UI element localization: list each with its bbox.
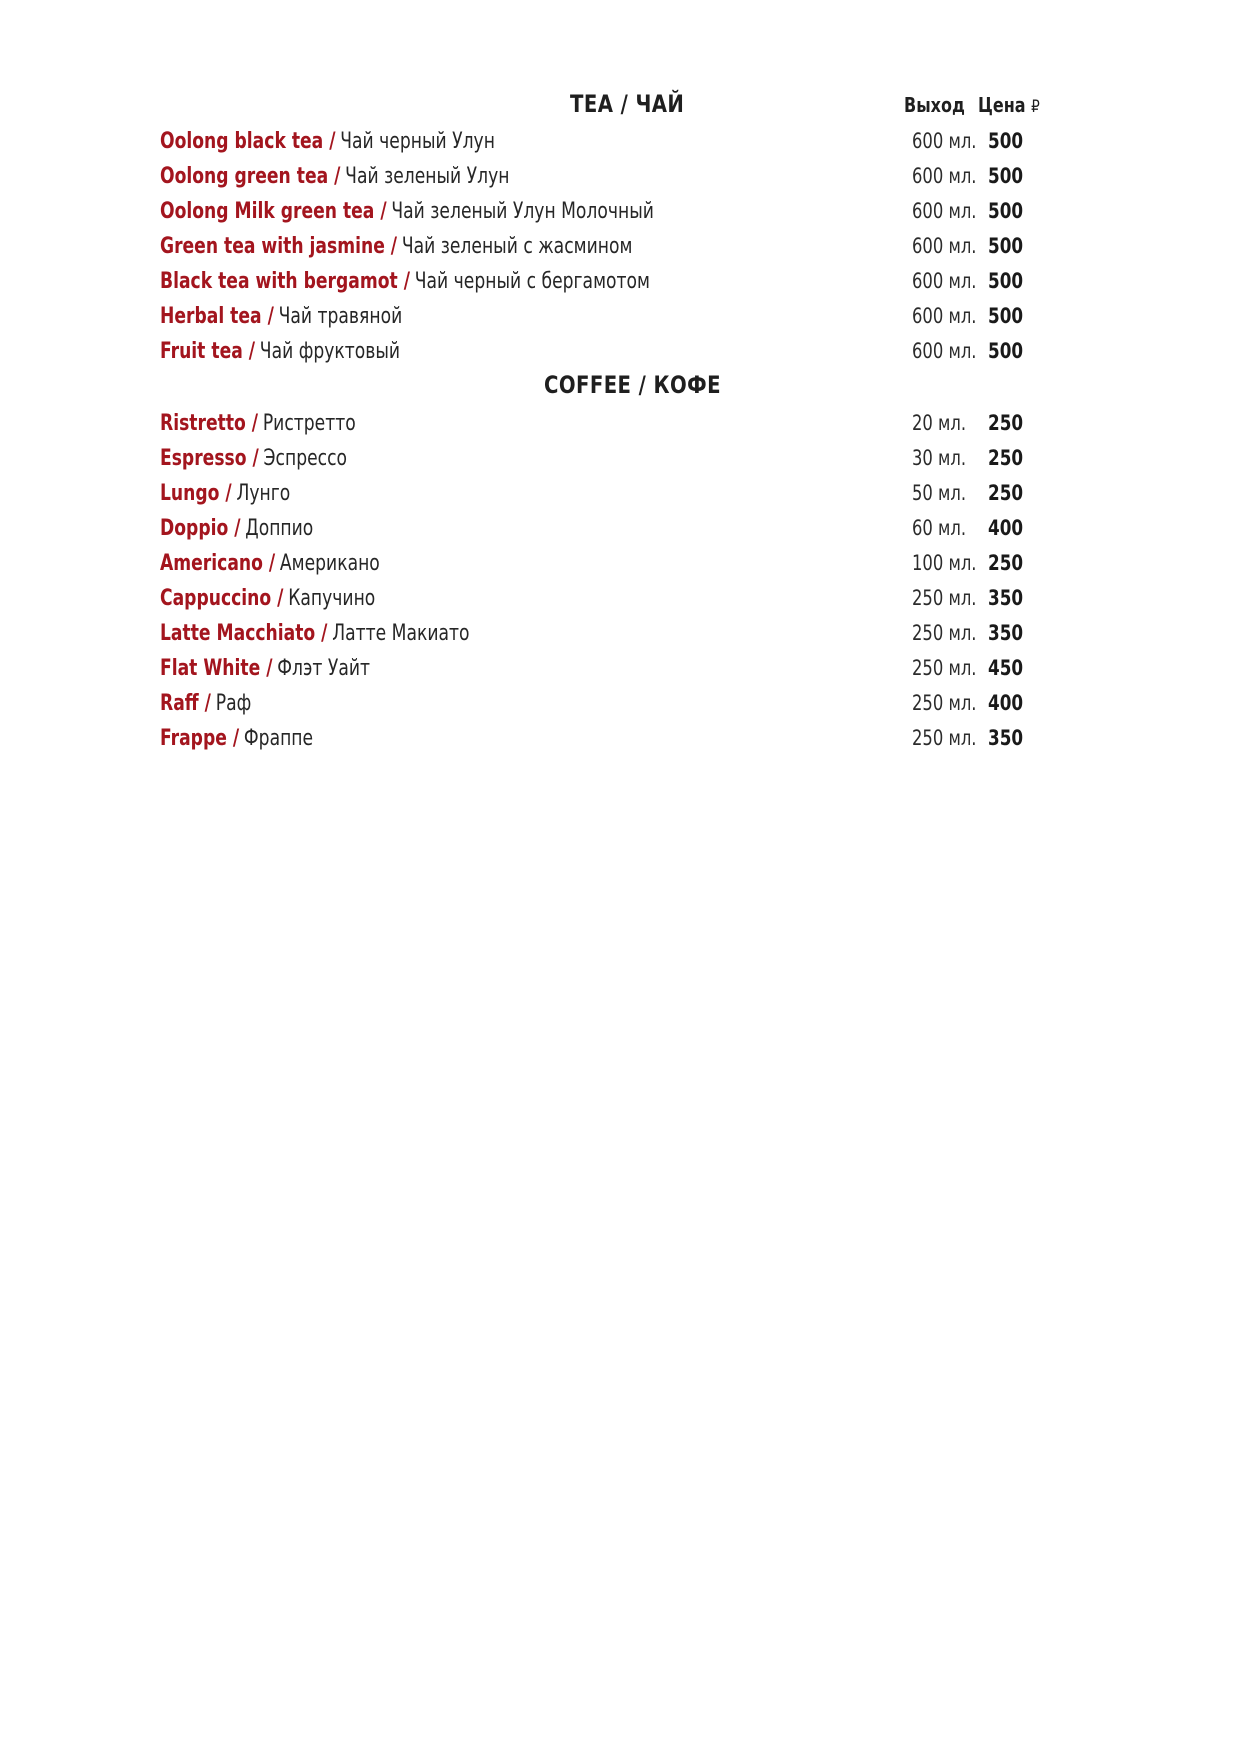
item-name-en: Frappe / xyxy=(160,726,240,751)
price-column-header xyxy=(978,92,1040,120)
item-name-ru: Латте Макиато xyxy=(332,621,470,646)
item-name-ru: Чай травяной xyxy=(278,304,403,329)
item-name-en: Oolong black tea / xyxy=(160,129,336,154)
menu-item xyxy=(0,161,1241,191)
item-volume: 30 мл. xyxy=(912,446,967,470)
item-name-ru: Чай зеленый Улун Молочный xyxy=(391,199,654,224)
item-volume: 600 мл. xyxy=(912,199,977,223)
item-name-en: Doppio / xyxy=(160,516,241,541)
item-name xyxy=(160,443,347,474)
item-name-en: Raff / xyxy=(160,691,211,716)
item-name-en: Black tea with bergamot / xyxy=(160,269,410,294)
item-volume: 250 мл. xyxy=(912,726,977,750)
item-name-ru: Чай черный с бергамотом xyxy=(414,269,650,294)
menu-item xyxy=(0,408,1241,438)
item-name xyxy=(160,126,495,157)
item-price: 350 xyxy=(988,586,1024,610)
menu-item xyxy=(0,548,1241,578)
item-name xyxy=(160,688,251,719)
item-price: 250 xyxy=(988,481,1024,505)
ruble-sign: ₽ xyxy=(1031,97,1040,117)
item-volume: 600 мл. xyxy=(912,269,977,293)
item-name-en: Latte Macchiato / xyxy=(160,621,328,646)
item-volume: 600 мл. xyxy=(912,234,977,258)
item-name xyxy=(160,408,356,439)
item-price: 500 xyxy=(988,269,1024,293)
item-name xyxy=(160,723,313,754)
item-name-en: Ristretto / xyxy=(160,411,259,436)
menu-item xyxy=(0,336,1241,366)
item-name-en: Americano / xyxy=(160,551,276,576)
item-volume: 250 мл. xyxy=(912,691,977,715)
item-name-en: Oolong Milk green tea / xyxy=(160,199,387,224)
item-name xyxy=(160,548,380,579)
volume-column-header: Выход xyxy=(904,93,965,117)
section-title-coffee: COFFEE / КОФЕ xyxy=(544,371,721,399)
item-price: 250 xyxy=(988,411,1024,435)
menu-item xyxy=(0,196,1241,226)
menu-item xyxy=(0,513,1241,543)
item-name-en: Oolong green tea / xyxy=(160,164,341,189)
item-volume: 600 мл. xyxy=(912,164,977,188)
item-price: 250 xyxy=(988,551,1024,575)
item-name-en: Fruit tea / xyxy=(160,339,256,364)
item-name-ru: Ристретто xyxy=(262,411,356,436)
item-volume: 100 мл. xyxy=(912,551,977,575)
item-name xyxy=(160,266,650,297)
item-price: 500 xyxy=(988,164,1024,188)
item-name-ru: Чай зеленый с жасмином xyxy=(401,234,633,259)
item-volume: 600 мл. xyxy=(912,339,977,363)
menu-item xyxy=(0,688,1241,718)
item-price: 500 xyxy=(988,199,1024,223)
menu-item xyxy=(0,443,1241,473)
item-name xyxy=(160,336,400,367)
menu-item xyxy=(0,583,1241,613)
menu-item xyxy=(0,478,1241,508)
item-price: 500 xyxy=(988,304,1024,328)
item-price: 400 xyxy=(988,691,1024,715)
item-price: 500 xyxy=(988,339,1024,363)
item-volume: 600 мл. xyxy=(912,129,977,153)
item-name xyxy=(160,301,402,332)
item-volume: 250 мл. xyxy=(912,656,977,680)
item-name-en: Lungo / xyxy=(160,481,232,506)
item-price: 450 xyxy=(988,656,1024,680)
item-name xyxy=(160,653,370,684)
item-name-ru: Капучино xyxy=(288,586,376,611)
item-volume: 600 мл. xyxy=(912,304,977,328)
item-price: 500 xyxy=(988,129,1024,153)
item-name-en: Flat White / xyxy=(160,656,273,681)
item-name xyxy=(160,618,470,649)
item-name-ru: Чай черный Улун xyxy=(340,129,495,154)
item-volume: 20 мл. xyxy=(912,411,967,435)
item-name-ru: Фраппе xyxy=(243,726,314,751)
item-name-ru: Лунго xyxy=(236,481,291,506)
item-price: 400 xyxy=(988,516,1024,540)
item-name xyxy=(160,513,313,544)
item-price: 350 xyxy=(988,726,1024,750)
menu-item xyxy=(0,126,1241,156)
item-name-en: Cappuccino / xyxy=(160,586,284,611)
item-name-ru: Эспрессо xyxy=(263,446,348,471)
item-name-ru: Доппио xyxy=(245,516,314,541)
menu-item xyxy=(0,266,1241,296)
item-price: 500 xyxy=(988,234,1024,258)
item-name xyxy=(160,583,375,614)
item-name xyxy=(160,478,290,509)
item-volume: 60 мл. xyxy=(912,516,967,540)
menu-item xyxy=(0,231,1241,261)
item-volume: 50 мл. xyxy=(912,481,967,505)
item-name-ru: Чай фруктовый xyxy=(259,339,401,364)
item-volume: 250 мл. xyxy=(912,621,977,645)
item-name-ru: Чай зеленый Улун xyxy=(345,164,510,189)
menu-item xyxy=(0,618,1241,648)
item-name-ru: Американо xyxy=(279,551,380,576)
section-title-tea: TEA / ЧАЙ xyxy=(570,90,685,118)
price-header-label: Цена xyxy=(978,93,1026,117)
item-name-en: Green tea with jasmine / xyxy=(160,234,398,259)
item-price: 250 xyxy=(988,446,1024,470)
item-volume: 250 мл. xyxy=(912,586,977,610)
item-name xyxy=(160,231,632,262)
item-name xyxy=(160,161,509,192)
menu-item xyxy=(0,723,1241,753)
item-name-en: Espresso / xyxy=(160,446,259,471)
item-name-en: Herbal tea / xyxy=(160,304,274,329)
item-price: 350 xyxy=(988,621,1024,645)
item-name xyxy=(160,196,654,227)
item-name-ru: Раф xyxy=(215,691,252,716)
menu-item xyxy=(0,653,1241,683)
item-name-ru: Флэт Уайт xyxy=(277,656,370,681)
menu-item xyxy=(0,301,1241,331)
